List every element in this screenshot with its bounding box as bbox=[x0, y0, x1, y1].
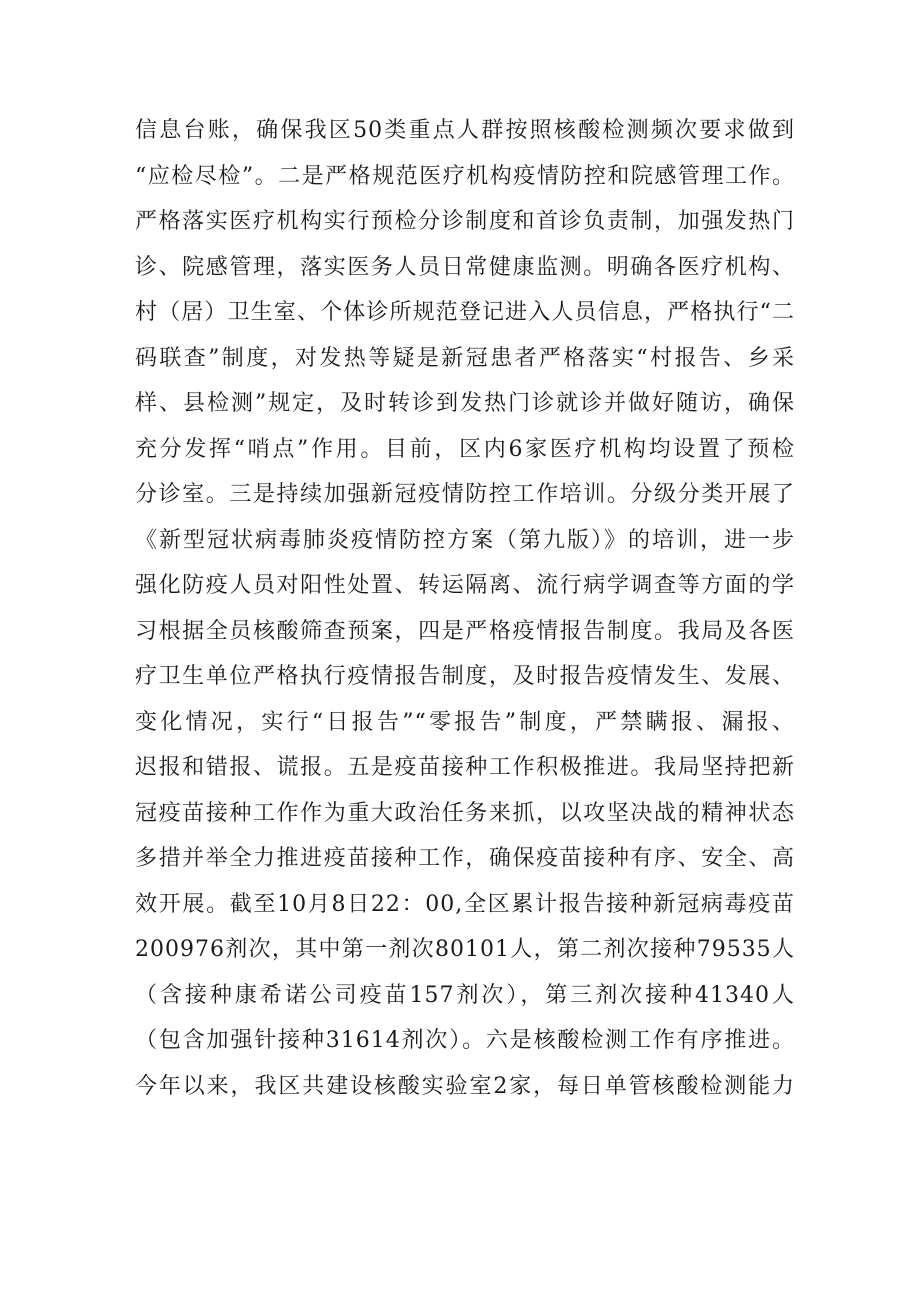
text-line: 效开展。截至10月8日22：00,全区累计报告接种新冠病毒疫苗 bbox=[135, 891, 795, 917]
text-line: （含接种康希诺公司疫苗157剂次），第三剂次接种41340人 bbox=[135, 982, 795, 1008]
text-line: 《新型冠状病毒肺炎疫情防控方案（第九版）》的培训，进一步 bbox=[135, 527, 795, 553]
text-line: 迟报和错报、谎报。五是疫苗接种工作积极推进。我局坚持把新 bbox=[135, 755, 795, 780]
text-line: 充分发挥“哨点”作用。目前，区内6家医疗机构均设置了预检 bbox=[135, 436, 795, 462]
text-line: 诊、院感管理，落实医务人员日常健康监测。明确各医疗机构、 bbox=[135, 254, 795, 280]
text-line: 村（居）卫生室、个体诊所规范登记进入人员信息，严格执行“二 bbox=[135, 300, 795, 325]
text-line: 习根据全员核酸筛查预案，四是严格疫情报告制度。我局及各医 bbox=[135, 618, 795, 644]
text-line: 冠疫苗接种工作作为重大政治任务来抓，以攻坚决战的精神状态 bbox=[135, 800, 795, 826]
text-line: 信息台账，确保我区50类重点人群按照核酸检测频次要求做到 bbox=[135, 118, 795, 143]
text-line: （包含加强针接种31614剂次）。六是核酸检测工作有序推进。 bbox=[135, 1028, 795, 1053]
text-line: 多措并举全力推进疫苗接种工作，确保疫苗接种有序、安全、高 bbox=[135, 846, 795, 871]
text-line: 严格落实医疗机构实行预检分诊制度和首诊负责制，加强发热门 bbox=[135, 209, 795, 234]
text-line: 强化防疫人员对阳性处置、转运隔离、流行病学调查等方面的学 bbox=[135, 573, 795, 598]
body-paragraph bbox=[135, 108, 795, 1109]
text-line: 今年以来，我区共建设核酸实验室2家，每日单管核酸检测能力 bbox=[135, 1073, 795, 1099]
text-line: 疗卫生单位严格执行疫情报告制度，及时报告疫情发生、发展、 bbox=[135, 664, 795, 689]
text-line: 200976剂次，其中第一剂次80101人，第二剂次接种79535人 bbox=[135, 937, 795, 962]
text-line: 样、县检测”规定，及时转诊到发热门诊就诊并做好随访，确保 bbox=[135, 391, 795, 416]
text-line: “应检尽检”。二是严格规范医疗机构疫情防控和院感管理工作。 bbox=[135, 163, 795, 189]
text-line: 码联查”制度，对发热等疑是新冠患者严格落实“村报告、乡采 bbox=[135, 345, 795, 371]
text-line: 分诊室。三是持续加强新冠疫情防控工作培训。分级分类开展了 bbox=[135, 482, 795, 507]
text-line: 变化情况，实行“日报告”“零报告”制度，严禁瞒报、漏报、 bbox=[135, 709, 795, 735]
